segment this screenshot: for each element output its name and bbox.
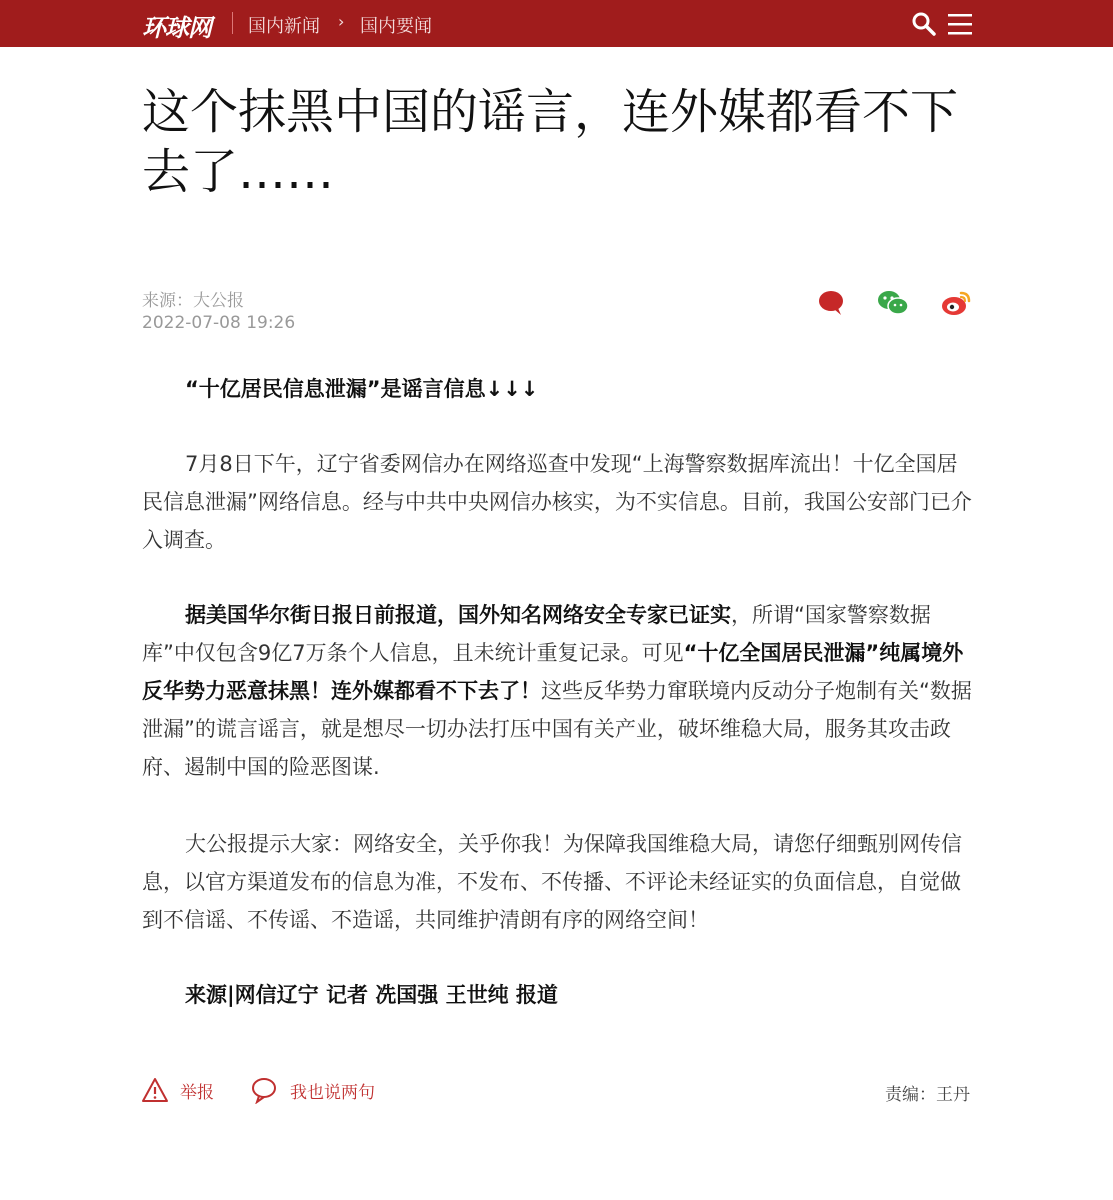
comment-icon[interactable] — [250, 1076, 278, 1104]
editor-credit: 责编：王丹 — [885, 1085, 970, 1105]
comment-link[interactable]: 我也说两句 — [290, 1083, 375, 1103]
search-icon[interactable] — [910, 10, 938, 38]
article-date: 2022-07-08 19:26 — [142, 313, 296, 333]
paragraph-1: 7月8日下午，辽宁省委网信办在网络巡查中发现“上海警察数据库流出！十亿全国居民信息泄漏”网络信息。经与中共中央网信办核实，为不实信息。目前，我国公安部门已介入调查。 — [142, 452, 972, 552]
paragraph-3: 大公报提示大家：网络安全，关乎你我！为保障我国维稳大局，请您仔细甄别网传信息，以官方渠道发布的信息为准，不发布、不传播、不评论未经证实的负面信息，自觉做到不信谣、不传谣、不造谣，共同维护清朗有序的网络空间！ — [142, 832, 962, 932]
bold-text: 据美国华尔街日报日前报道，国外知名网络安全专家已证实 — [185, 603, 731, 627]
divider — [232, 12, 233, 34]
article-source: 来源：大公报 — [142, 291, 244, 311]
paragraph-2 — [142, 596, 972, 786]
top-navigation-bar — [0, 0, 1113, 47]
weibo-icon[interactable] — [940, 288, 970, 318]
plain-text: 这些反华势力窜联境内反动分子炮制有关“数据泄漏”的谎言谣言，就是想尽一切办法打压中国有关产业，破坏维稳大局，服务其攻击政府、遏制中国的险恶图谋. — [142, 679, 972, 779]
menu-icon[interactable] — [946, 10, 974, 38]
wechat-icon[interactable] — [877, 288, 907, 318]
breadcrumb-domestic-news[interactable]: 国内新闻 — [248, 16, 320, 37]
site-logo[interactable]: 环球网 — [142, 14, 211, 42]
plain-text: ，所谓“国家警察数据库”中仅包含9亿7万条个人信息，且未统计重复记录。可见 — [142, 603, 931, 665]
article-title: 这个抹黑中国的谣言，连外媒都看不下去了…… — [142, 84, 959, 200]
breadcrumb-separator: › — [338, 12, 345, 31]
report-link[interactable]: 举报 — [180, 1083, 214, 1103]
breadcrumb-domestic-headlines[interactable]: 国内要闻 — [360, 16, 432, 37]
comment-bubble-icon[interactable] — [817, 288, 847, 318]
lead-paragraph: “十亿居民信息泄漏”是谣言信息↓↓↓ — [185, 377, 539, 401]
warning-icon[interactable] — [141, 1076, 169, 1104]
bold-text: “十亿全国居民泄漏”纯属境外反华势力恶意抹黑！连外媒都看不下去了！ — [142, 641, 964, 703]
byline: 来源|网信辽宁 记者 冼国强 王世纯 报道 — [185, 983, 558, 1007]
